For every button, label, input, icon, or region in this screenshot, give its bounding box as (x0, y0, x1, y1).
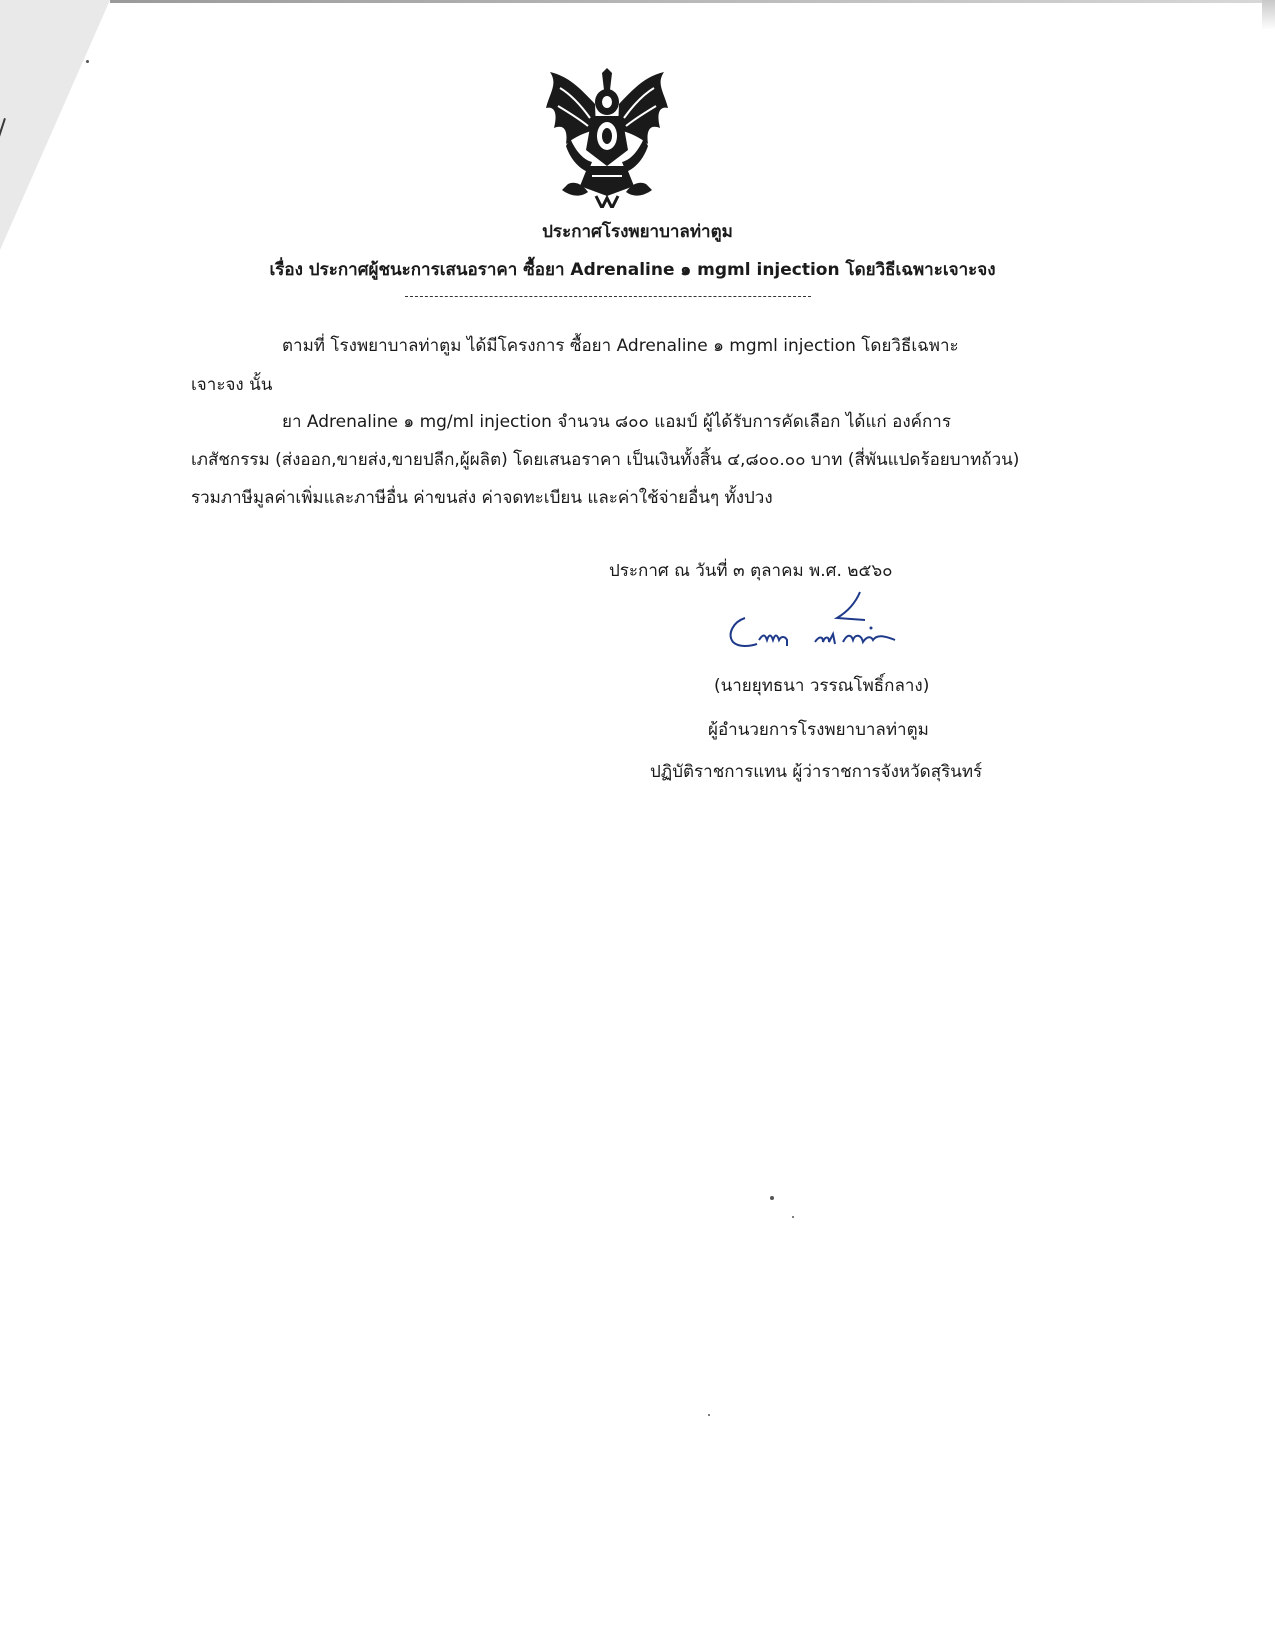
paragraph-1-line-1: ตามที่ โรงพยาบาลท่าตูม ได้มีโครงการ ซื้อยา Adrenaline ๑ mgml injection โดยวิธีเฉพาะ (282, 336, 959, 356)
garuda-emblem-icon (540, 68, 675, 208)
scan-speck (708, 1414, 710, 1416)
heading-divider (405, 296, 811, 297)
announcement-date: ประกาศ ณ วันที่ ๓ ตุลาคม พ.ศ. ๒๕๖๐ (609, 561, 893, 581)
scan-top-edge (110, 0, 1275, 3)
scan-speck (770, 1196, 774, 1200)
scan-corner-shadow (0, 0, 110, 250)
paragraph-1-line-2: เจาะจง นั้น (191, 375, 273, 395)
scan-speck (86, 60, 89, 63)
signatory-position: ผู้อำนวยการโรงพยาบาลท่าตูม (708, 720, 929, 740)
announcement-title: ประกาศโรงพยาบาลท่าตูม (542, 222, 733, 242)
scan-speck (792, 1216, 794, 1218)
signatory-name: (นายยุทธนา วรรณโพธิ์กลาง) (714, 676, 930, 696)
signatory-acting-for: ปฏิบัติราชการแทน ผู้ว่าราชการจังหวัดสุรินทร์ (650, 762, 983, 782)
paragraph-2-line-2: เภสัชกรรม (ส่งออก,ขายส่ง,ขายปลีก,ผู้ผลิต) โดยเสนอราคา เป็นเงินทั้งสิ้น ๔,๘๐๐.๐๐ บาท (สี่พันแปดร้อยบาทถ้วน) (191, 450, 1020, 470)
paragraph-2-line-1: ยา Adrenaline ๑ mg/ml injection จำนวน ๘๐๐ แอมป์ ผู้ได้รับการคัดเลือก ได้แก่ องค์การ (282, 412, 951, 432)
paragraph-2-line-3: รวมภาษีมูลค่าเพิ่มและภาษีอื่น ค่าขนส่ง ค่าจดทะเบียน และค่าใช้จ่ายอื่นๆ ทั้งปวง (191, 488, 773, 508)
announcement-subject: เรื่อง ประกาศผู้ชนะการเสนอราคา ซื้อยา Adrenaline ๑ mgml injection โดยวิธีเฉพาะเจาะจง (269, 260, 996, 280)
scan-right-edge (1262, 0, 1275, 30)
signature-icon (715, 590, 925, 665)
